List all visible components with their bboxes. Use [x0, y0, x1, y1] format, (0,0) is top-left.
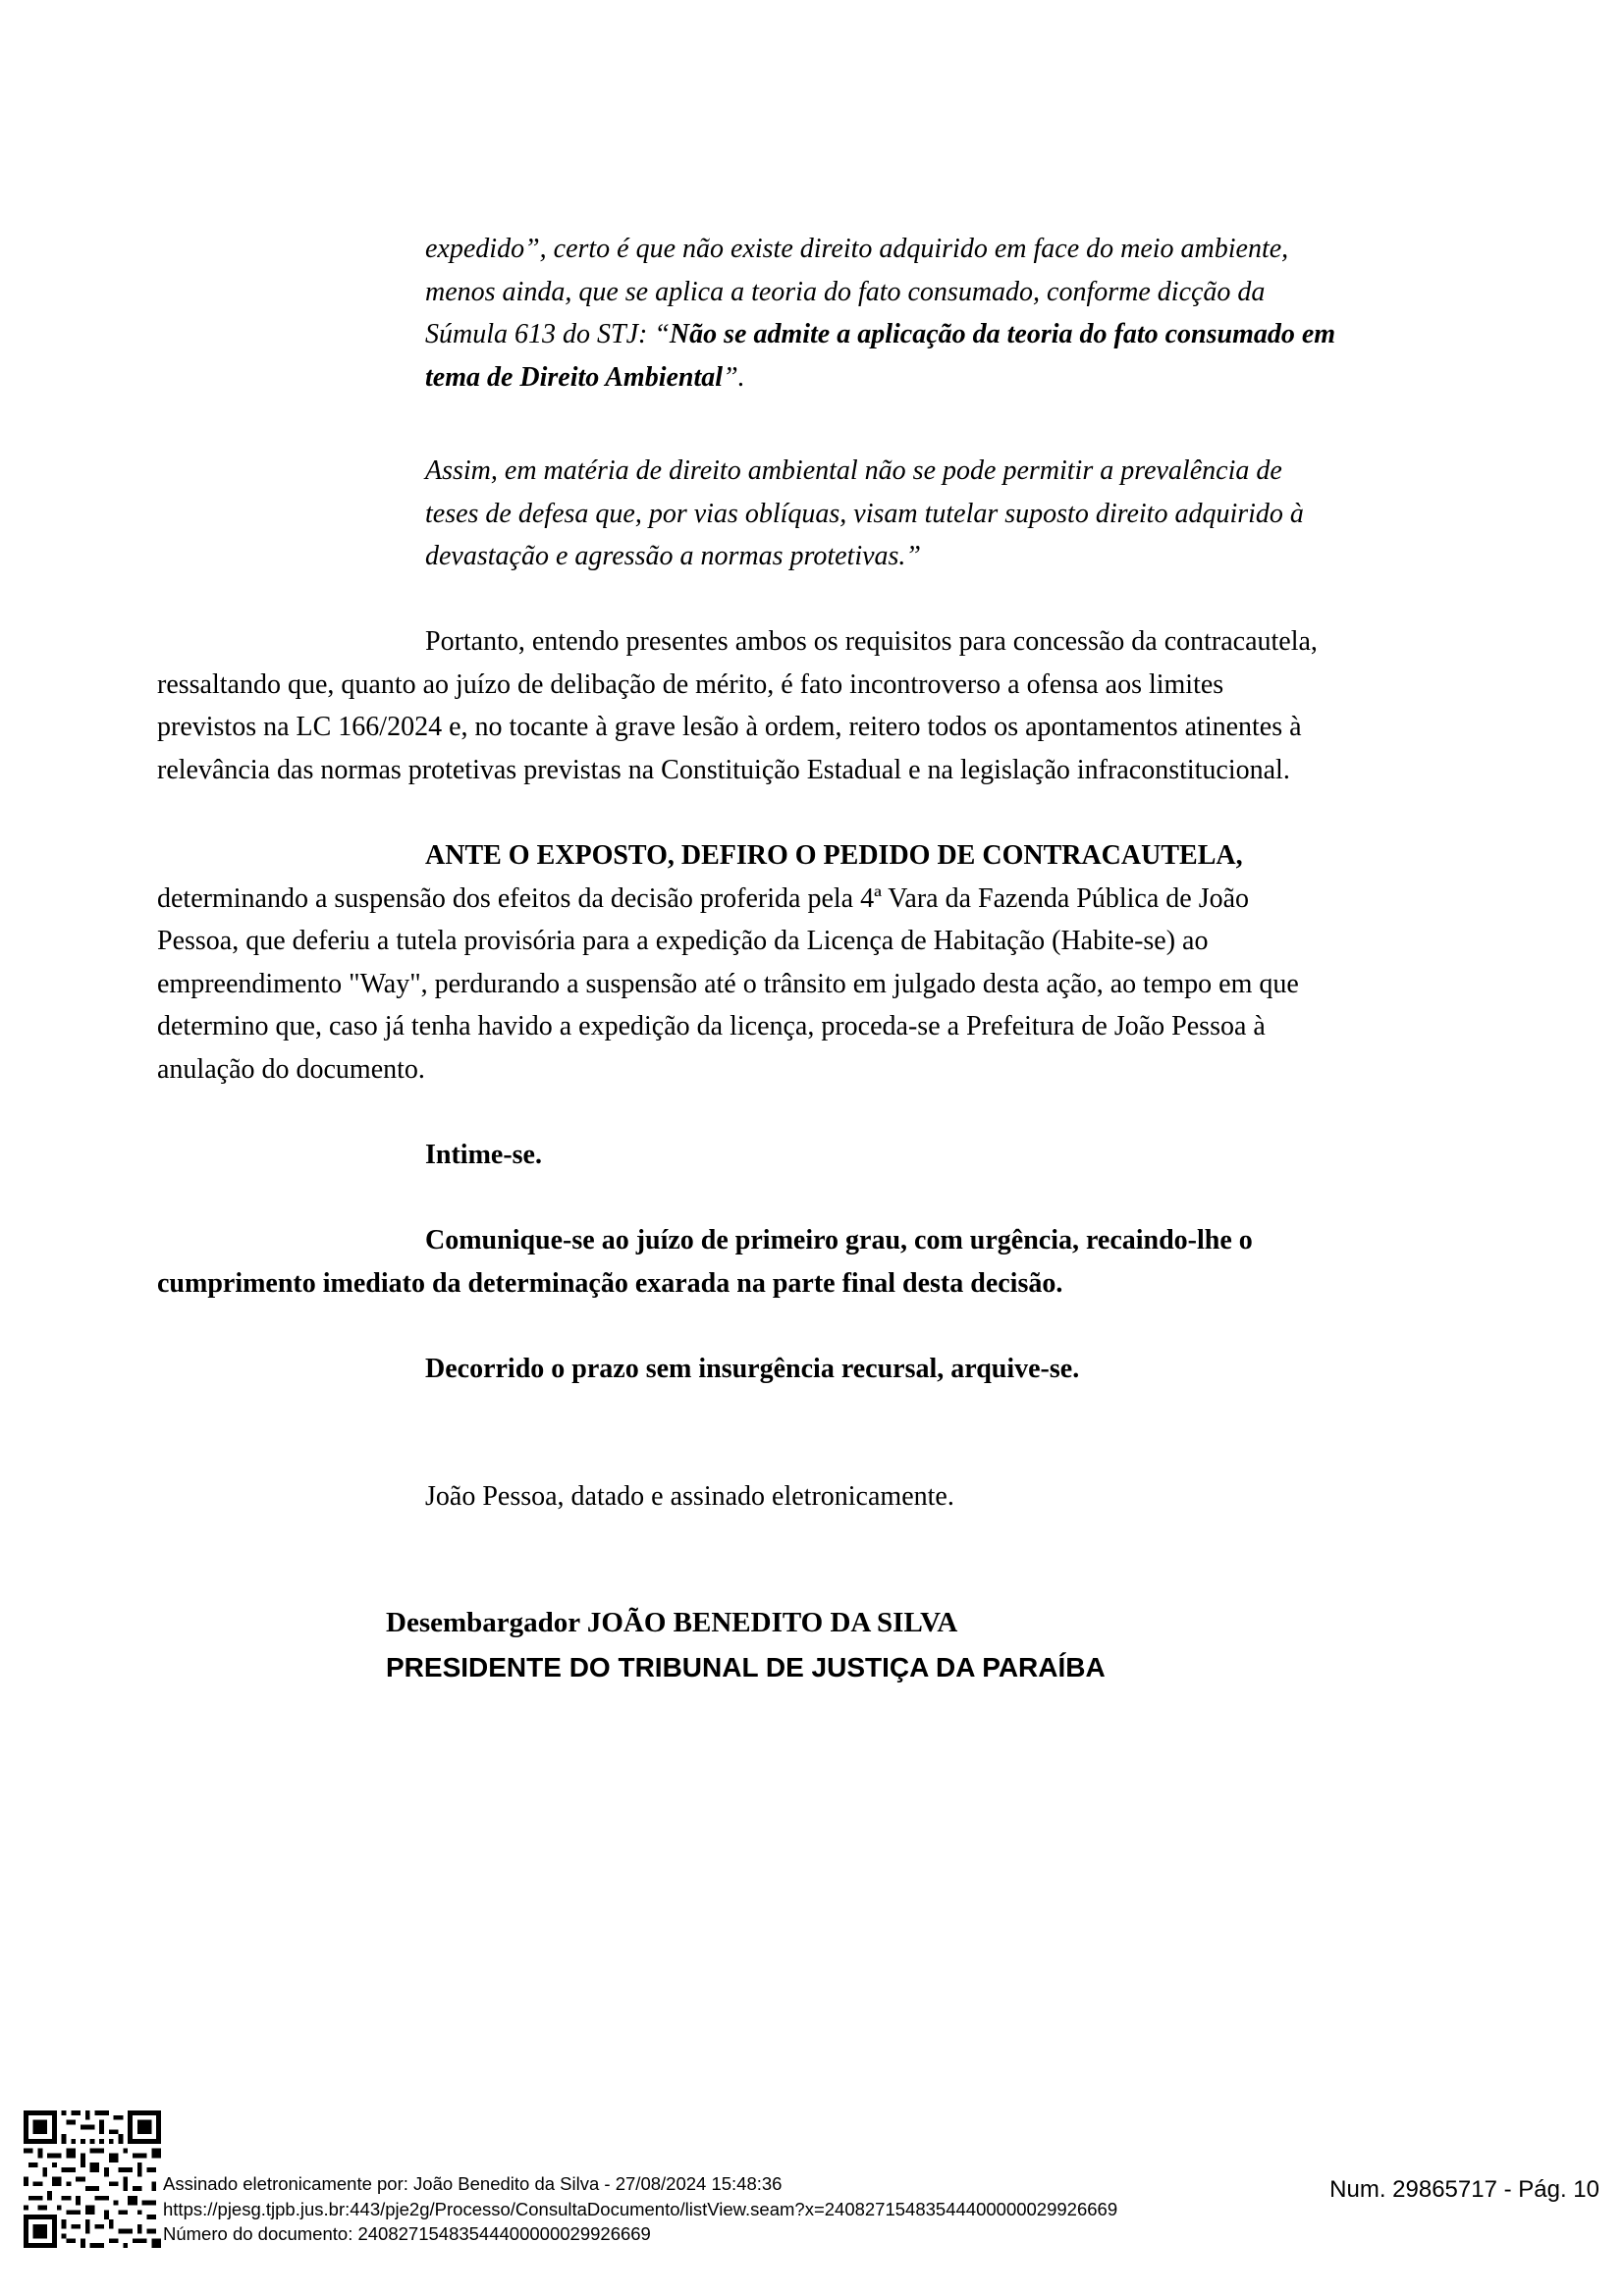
sumula-text: Não se admite a aplicação da teoria do fato consumado em [669, 319, 1336, 349]
paragraph-line: Pessoa, que deferiu a tutela provisória para a expedição da Licença de Habitação (Habite-se) ao [157, 926, 1209, 956]
paragraph-line: determinando a suspensão dos efeitos da decisão proferida pela 4ª Vara da Fazenda Pública de João [157, 882, 1250, 914]
quote-line: Súmula 613 do STJ: “ [425, 319, 670, 349]
signature-judge-name: JOÃO BENEDITO DA SILVA [586, 1607, 958, 1638]
quote-line: ”. [723, 361, 745, 393]
paragraph-line: ressaltando que, quanto ao juízo de delibação de mérito, é fato incontroverso a ofensa aos limites [157, 668, 1224, 700]
paragraph-line: anulação do documento. [157, 1053, 425, 1085]
qr-code-icon [24, 2110, 161, 2248]
intime-line: Intime-se. [425, 1140, 542, 1170]
signed-by-line: Assinado eletronicamente por: João Benedito da Silva - 27/08/2024 15:48:36 [163, 2173, 783, 2194]
signature-title: Desembargador [386, 1607, 580, 1638]
comunique-paragraph [157, 1219, 1424, 1305]
paragraph-line: cumprimento imediato da determinação exarada na parte final desta decisão. [157, 1267, 1063, 1299]
signature-position: PRESIDENTE DO TRIBUNAL DE JUSTIÇA DA PARAÍBA [386, 1652, 1106, 1682]
quote-paragraph-1 [425, 228, 1387, 399]
decorrido-line: Decorrido o prazo sem insurgência recursal, arquive-se. [425, 1354, 1080, 1384]
signature-name [386, 1607, 957, 1639]
sumula-text: tema de Direito Ambiental [425, 361, 724, 393]
quote-line: Assim, em matéria de direito ambiental não se pode permitir a prevalência de [425, 455, 1282, 486]
paragraph-line: empreendimento "Way", perdurando a suspensão até o trânsito em julgado desta ação, ao tempo em que [157, 968, 1299, 999]
document-number: Número do documento: 24082715483544400000029926669 [163, 2223, 651, 2244]
quote-paragraph-2 [425, 450, 1387, 578]
paragraph-line: Comunique-se ao juízo de primeiro grau, com urgência, recaindo-lhe o [425, 1225, 1253, 1255]
portanto-paragraph [157, 620, 1424, 791]
electronic-signature-footer [163, 2171, 1117, 2247]
dispositivo-heading: ANTE O EXPOSTO, DEFIRO O PEDIDO DE CONTRACAUTELA, [425, 840, 1243, 871]
document-url[interactable]: https://pjesg.tjpb.jus.br:443/pje2g/Processo/ConsultaDocumento/listView.seam?x=24082715483544400000029926669 [163, 2198, 1118, 2219]
paragraph-line: Portanto, entendo presentes ambos os requisitos para concessão da contracautela, [425, 626, 1318, 657]
quote-line: devastação e agressão a normas protetivas.” [425, 541, 921, 571]
quote-line: teses de defesa que, por vias oblíquas, visam tutelar suposto direito adquirido à [425, 498, 1304, 529]
dispositivo-paragraph [157, 834, 1424, 1091]
page-reference: Num. 29865717 - Pág. 10 [1329, 2176, 1599, 2203]
quote-line: expedido”, certo é que não existe direito adquirido em face do meio ambiente, [425, 234, 1289, 264]
paragraph-line: determino que, caso já tenha havido a expedição da licença, proceda-se a Prefeitura de João Pessoa à [157, 1011, 1266, 1041]
paragraph-line: relevância das normas protetivas previstas na Constituição Estadual e na legislação infraconstitucional. [157, 754, 1290, 785]
paragraph-line: previstos na LC 166/2024 e, no tocante à grave lesão à ordem, reitero todos os apontamentos atinentes à [157, 712, 1302, 742]
local-data-line: João Pessoa, datado e assinado eletronicamente. [425, 1481, 954, 1512]
quote-line: menos ainda, que se aplica a teoria do fato consumado, conforme dicção da [425, 276, 1266, 307]
